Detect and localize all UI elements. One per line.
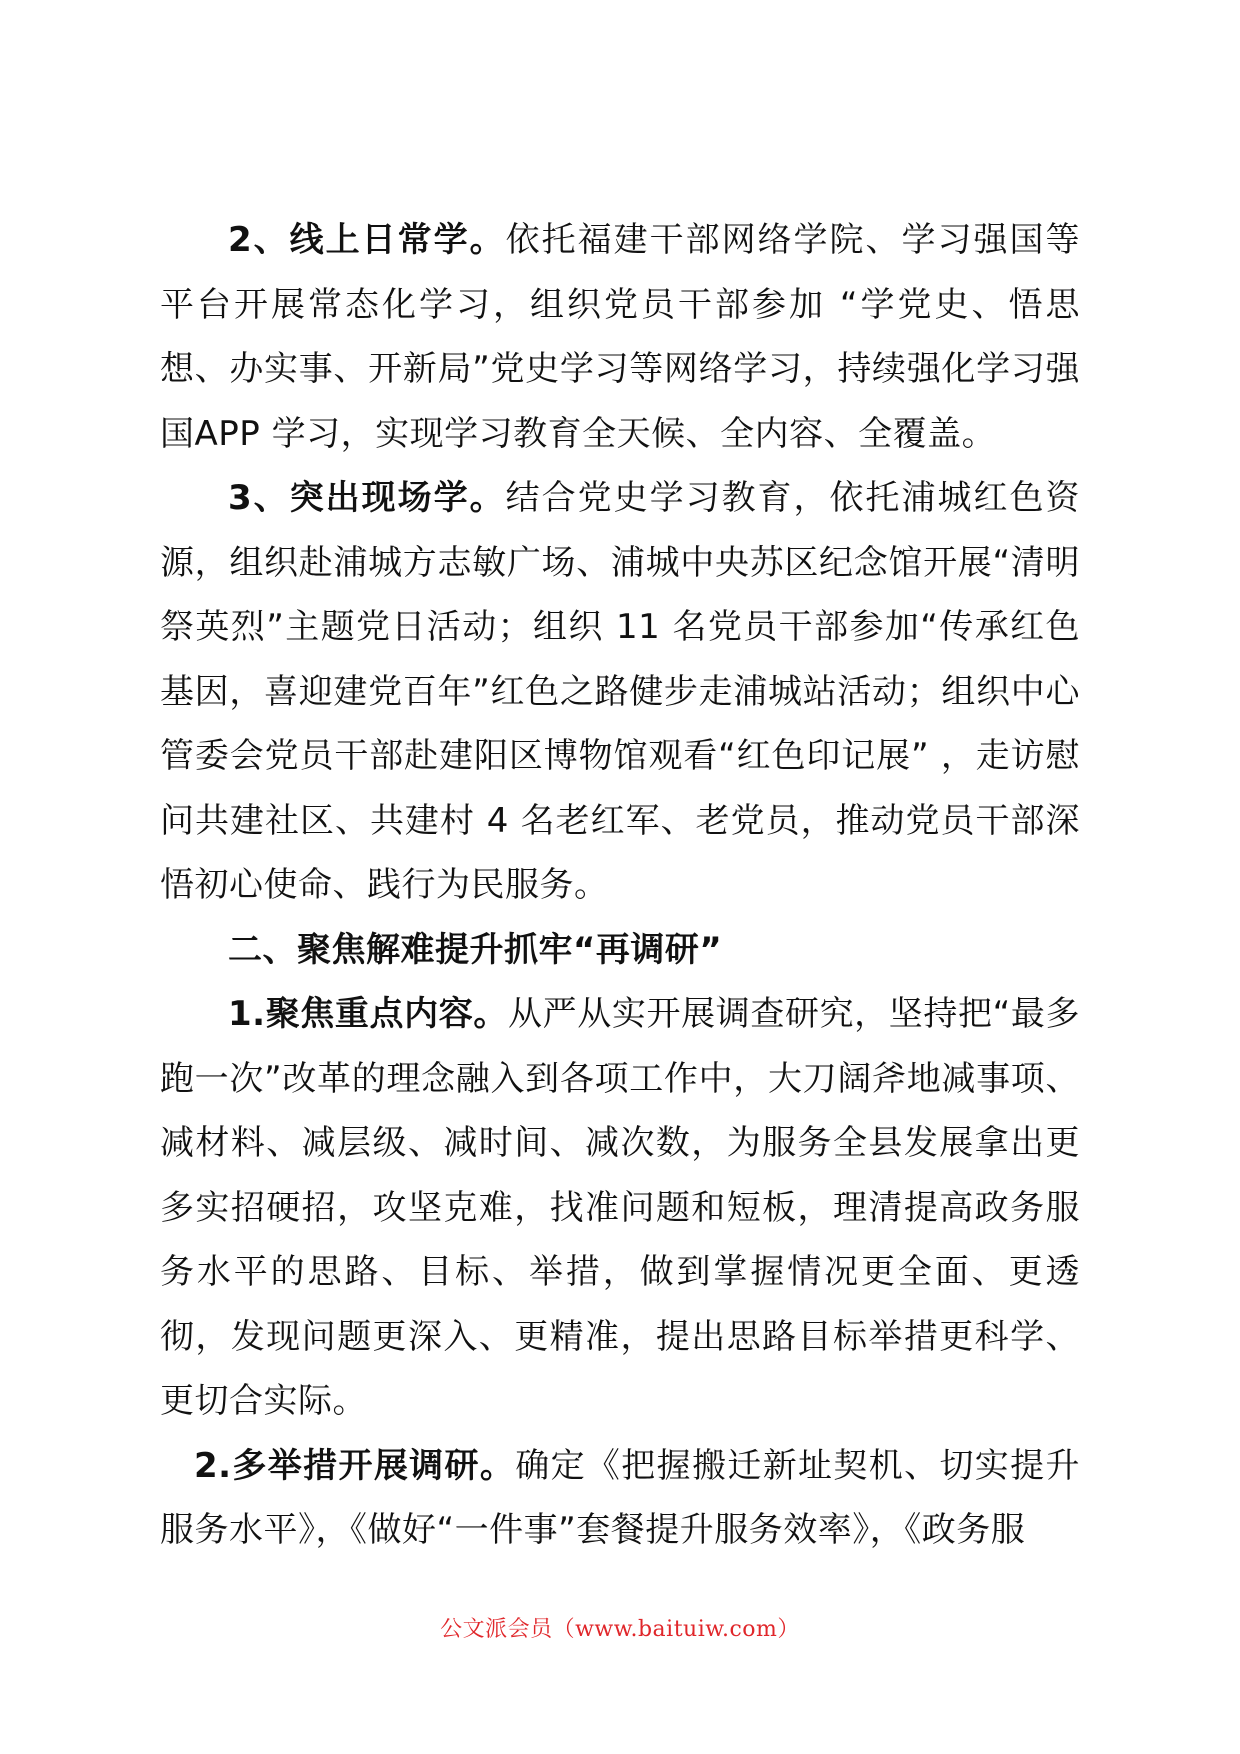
paragraph-onsite-study [160, 466, 1080, 918]
paragraph-lead: 1.聚焦重点内容。 [228, 994, 509, 1034]
paragraph-lead: 2.多举措开展调研。 [194, 1445, 516, 1486]
paragraph-text: 确定《把握搬迁新址契机、切实提升服务水平》，《做好“一件事”套餐提升服务效率》，《政务服 [160, 1445, 1080, 1550]
paragraph-multi-measures [160, 1434, 1080, 1563]
paragraph-focus-content [160, 982, 1080, 1434]
paragraph-text: 依托福建干部网络学院、学习强国等平台开展常态化学习，组织党员干部参加 “学党史、悟思想、办实事、开新局”党史学习等网络学习，持续强化学习强国APP 学习，实现学习教育全天候、全内容、全覆盖。 [160, 220, 1080, 454]
document-body [160, 208, 1080, 1563]
paragraph-text: 从严从实开展调查研究，坚持把“最多跑一次”改革的理念融入到各项工作中，大刀阔斧地减事项、减材料、减层级、减时间、减次数，为服务全县发展拿出更多实招硬招，攻坚克难，找准问题和短板，理清提高政务服务水平的思路、目标、举措，做到掌握情况更全面、更透彻，发现问题更深入、更精准，提出思路目标举措更科学、更切合实际。 [160, 994, 1080, 1421]
paragraph-lead: 3、突出现场学。 [228, 478, 506, 518]
paragraph-text: 结合党史学习教育，依托浦城红色资源，组织赴浦城方志敏广场、浦城中央苏区纪念馆开展“清明祭英烈”主题党日活动；组织 11 名党员干部参加“传承红色基因，喜迎建党百年”红色之路健步走浦城站活动；组织中心管委会党员干部赴建阳区博物馆观看“红色印记展” ，走访慰问共建社区、共建村 4 名老红军、老党员，推动党员干部深悟初心使命、践行为民服务。 [160, 478, 1080, 905]
footer-watermark: 公文派会员（www.baituiw.com） [440, 1617, 800, 1642]
paragraph-lead: 2、线上日常学。 [228, 220, 506, 260]
section-heading: 二、聚焦解难提升抓牢“再调研” [228, 929, 723, 970]
paragraph-online-study [160, 208, 1080, 466]
